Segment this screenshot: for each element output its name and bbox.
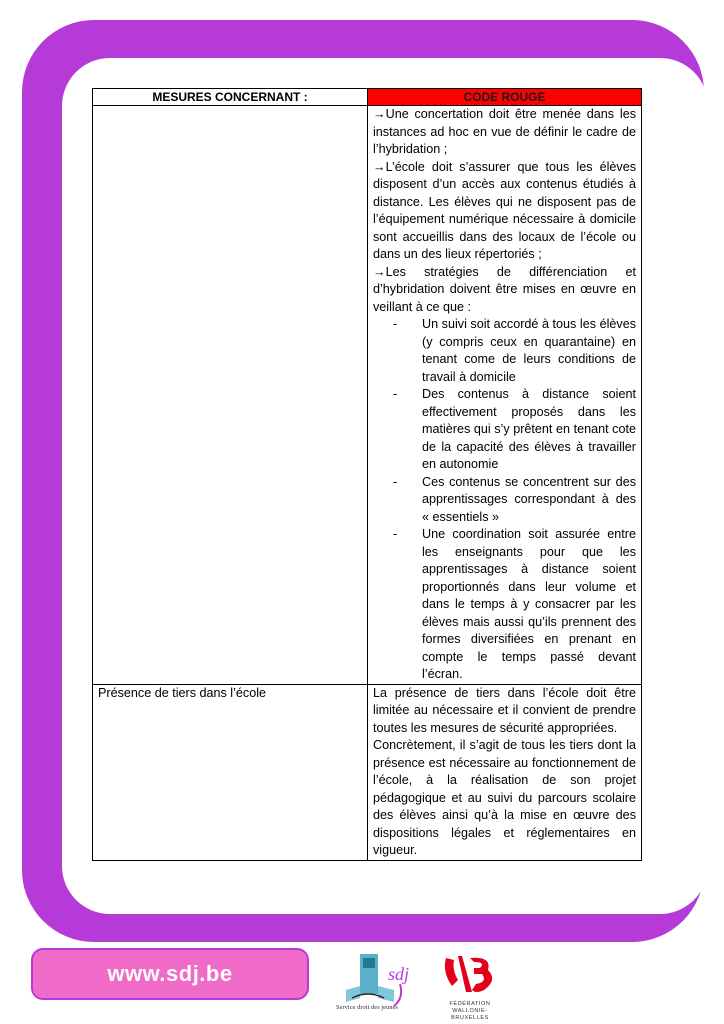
measure-paragraph: →L’école doit s’assurer que tous les élèves disposent d’un accès aux contenus étudiés à distance. Les élèves qui ne disposent pas de l’équipement numérique nécessaire à domicile sont accueillis dans des locaux de l’école ou dans un des lieux répertoriés ; [373,159,636,261]
sdj-logo-icon [338,950,418,1012]
row-measures-cell [368,106,642,685]
row-topic-cell: Présence de tiers dans l’école [93,684,368,860]
measure-paragraph: →Une concertation doit être menée dans les instances ad hoc en vue de définir le cadre de l’hybridation ; [373,107,636,156]
table-row [93,106,642,685]
measure-bullet-list [373,316,636,684]
list-item: - Un suivi soit accordé à tous les élèves (y compris ceux en quarantaine) en tenant come de leurs conditions de travail à domicile [393,316,636,386]
measure-paragraph: →Les stratégies de différenciation et d’hybridation doivent être mises en œuvre en veillant à ce que : [373,264,636,314]
header-code-rouge: CODE ROUGE [368,89,642,106]
sdj-logo-caption: Service droit des jeunes [336,1004,398,1011]
measures-table [92,88,642,861]
federation-wallonie-bruxelles-logo-icon [440,950,498,998]
row-topic-cell [93,106,368,685]
list-item: - Ces contenus se concentrent sur des apprentissages correspondant à des « essentiels » [393,474,636,527]
fwb-logo-caption: FÉDÉRATION WALLONIE-BRUXELLES [449,1001,491,1021]
footer-url-link[interactable]: www.sdj.be [107,961,233,986]
measure-paragraph: La présence de tiers dans l’école doit être limitée au nécessaire et il convient de prendre toutes les mesures de sécurité appropriées. [373,685,636,735]
svg-text:sdj: sdj [388,964,410,984]
footer-url-banner[interactable] [31,948,309,1000]
row-measures-cell [368,684,642,860]
table-header-row [93,89,642,106]
list-item: - Une coordination soit assurée entre les enseignants pour que les apprentissages à distance soient proportionnés dans leur volume et dans le temps à y consacrer par les élèves mais aussi qu’ils prennent des formes diversifiées en prenant en compte le temps passé devant l’écran. [393,526,636,684]
table-row [93,684,642,860]
measure-paragraph: Concrètement, il s’agit de tous les tiers dont la présence est nécessaire au fonctionnement de l’école, à la réalisation de son projet pédagogique et au suivi du parcours scolaire des élèves ainsi qu’à la mise en œuvre des dispositions légales et réglementaires en vigueur. [373,738,636,857]
header-mesures-concernant: MESURES CONCERNANT : [93,89,368,106]
list-item: - Des contenus à distance soient effectivement proposés dans les matières qui s’y prêtent en tenant cote de la capacité des élèves à travailler en autonomie [393,386,636,474]
